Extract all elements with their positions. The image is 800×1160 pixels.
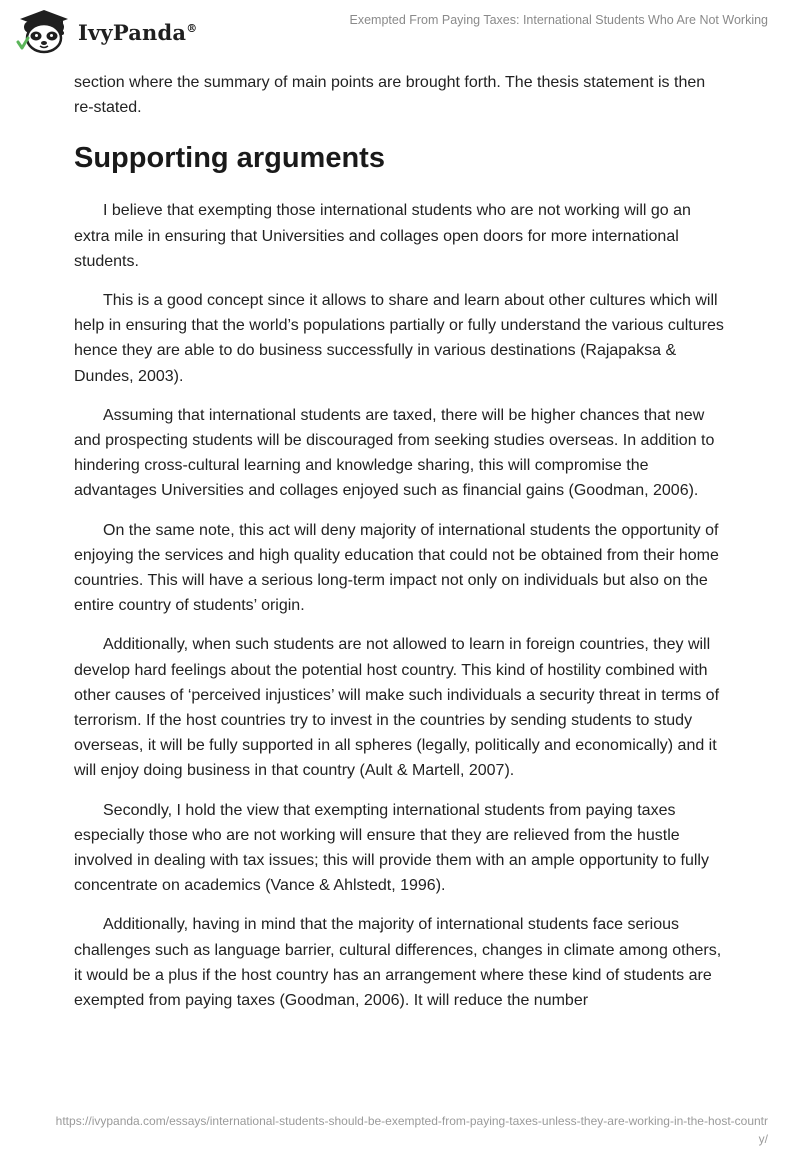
brand-name: IvyPanda® <box>78 19 198 45</box>
paragraph-4: On the same note, this act will deny majority of international students the opportunity of enjoying the services and high quality education that could not be obtained from their home countries. This will have a serious long-term impact not only on individuals but also on the entire country of students’ origin. <box>74 521 719 615</box>
section-heading: Supporting arguments <box>74 142 385 175</box>
document-title: Exempted From Paying Taxes: International Students Who Are Not Working <box>349 13 768 27</box>
paragraph-1: I believe that exempting those international students who are not working will go an extra mile in ensuring that Universities and collages open doors for more international students. <box>74 202 691 270</box>
paragraph-3: Assuming that international students are taxed, there will be higher chances that new and prospecting students will be discouraged from seeking studies overseas. In addition to hindering cross-cultural learning and knowledge sharing, this will compromise the advantages Universities and collages enjoyed such as financial gains (Goodman, 2006). <box>74 406 715 500</box>
paragraph-2: This is a good concept since it allows to share and learn about other cultures which will help in ensuring that the world’s populations partially or fully understand the various cultures hence they are able to do business successfully in various destinations (Rajapaksa & Dundes, 2003). <box>74 292 724 385</box>
panda-graduate-icon <box>16 8 72 56</box>
ivypanda-logo[interactable] <box>16 8 197 56</box>
essay-body <box>74 70 724 1027</box>
paragraph-5: Additionally, when such students are not allowed to learn in foreign countries, they will develop hard feelings about the potential host country. This kind of hostility combined with other causes of ‘perceived injustices’ will make such individuals a security threat in terms of terrorism. If the host countries try to invest in the countries by sending students to study overseas, it will be fully supported in all spheres (legally, politically and economically) and it will enjoy doing business in that country (Ault & Martell, 2007). <box>74 636 720 780</box>
intro-fragment: section where the summary of main points are brought forth. The thesis statement is then re-stated. <box>74 74 706 117</box>
paragraph-7: Additionally, having in mind that the majority of international students face serious challenges such as language barrier, cultural differences, changes in climate among others, it would be a plus if the host country has an arrangement where these kind of students are exempted from paying taxes (Goodman, 2006). It will reduce the number <box>74 916 722 1010</box>
registered-mark: ® <box>186 21 198 35</box>
source-url[interactable]: https://ivypanda.com/essays/international-students-should-be-exempted-from-paying-taxes-unless-they-are-working-in-the-host-country/ <box>55 1114 768 1146</box>
page-header <box>0 0 800 64</box>
paragraph-6: Secondly, I hold the view that exempting international students from paying taxes especially those who are not working will ensure that they are relieved from the hustle involved in dealing with tax issues; this will provide them with an ample opportunity to fully concentrate on academics (Vance & Ahlstedt, 1996). <box>74 801 709 895</box>
